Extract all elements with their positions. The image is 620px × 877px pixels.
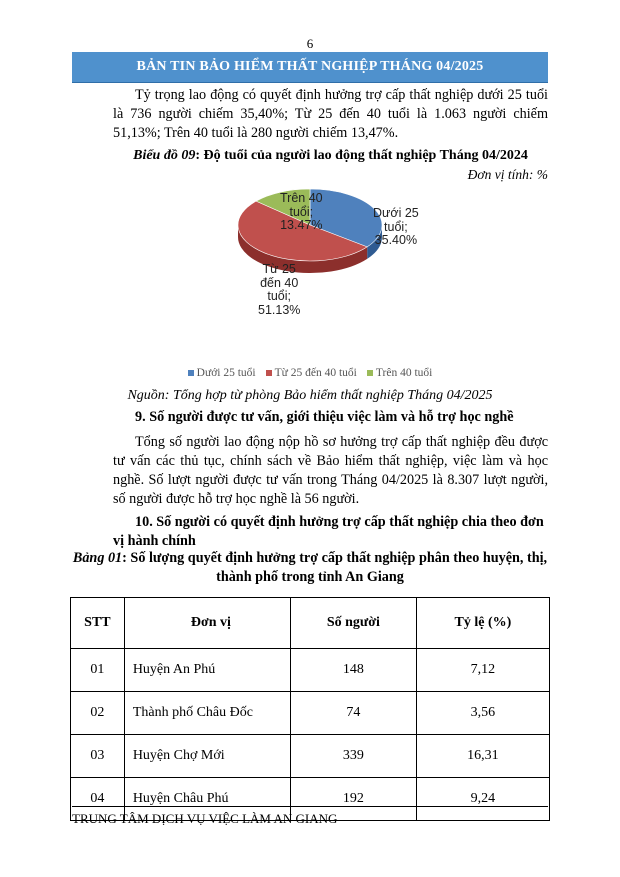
chart-legend: [0, 367, 620, 379]
cell-count: 148: [291, 649, 417, 692]
cell-count: 74: [291, 692, 417, 735]
bulletin-banner: [72, 52, 548, 83]
cell-count: 339: [291, 735, 417, 778]
cell-rate: 16,31: [416, 735, 549, 778]
pie-data-label-line: tuổi;: [267, 289, 292, 303]
table-header-row: [71, 598, 550, 649]
section-10-heading: 10. Số người có quyết định hưởng trợ cấp thất nghiệp chia theo đơn vị hành chính: [113, 514, 544, 549]
pie-data-label: [373, 207, 419, 248]
pie-data-label-line: đến 40: [260, 275, 299, 290]
source-note: Nguồn: Tổng hợp từ phòng Bảo hiểm thất nghiệp Tháng 04/2025: [127, 388, 493, 403]
section-9-paragraph: [113, 433, 548, 509]
legend-label: Từ 25 đến 40 tuổi: [274, 367, 357, 379]
chart-caption-text: : Độ tuổi của người lao động thất nghiệp Tháng 04/2024: [195, 148, 528, 163]
pie-data-label-line: 35.40%: [374, 233, 418, 247]
header-count: Số người: [291, 598, 417, 649]
cell-stt: 04: [71, 778, 125, 821]
pie-data-label-line: Trên 40: [280, 191, 323, 205]
table-row: [71, 735, 550, 778]
legend-item: [367, 367, 432, 379]
pie-data-label-line: 13.47%: [280, 218, 323, 232]
pie-data-label-line: 51.13%: [258, 302, 301, 317]
cell-rate: 9,24: [416, 778, 549, 821]
table-row: [71, 649, 550, 692]
cell-rate: 3,56: [416, 692, 549, 735]
page-number: 6: [306, 36, 314, 51]
header-stt: STT: [71, 598, 125, 649]
header-rate: Tỷ lệ (%): [416, 598, 549, 649]
unit-label: Đơn vị tính: %: [467, 167, 548, 182]
chart-caption: [113, 148, 548, 164]
table-caption-label: Bảng 01: [72, 550, 123, 566]
footer-divider: [72, 806, 548, 807]
pie-data-label-line: tuổi;: [384, 219, 408, 234]
banner-title: BẢN TIN BẢO HIỂM THẤT NGHIỆP THÁNG 04/2025: [136, 59, 484, 74]
table-row: [71, 692, 550, 735]
district-table: [70, 597, 550, 821]
legend-swatch: [188, 370, 194, 376]
cell-stt: 03: [71, 735, 125, 778]
header-unit: Đơn vị: [124, 598, 290, 649]
table-caption: [72, 549, 548, 587]
section-9-heading: 9. Số người được tư vấn, giới thiệu việc làm và hỗ trợ học nghề: [135, 409, 514, 425]
legend-item: [188, 367, 256, 379]
pie-data-label-line: tuổi;: [289, 204, 314, 219]
pie-data-label-line: Từ 25: [262, 262, 296, 276]
intro-paragraph: [113, 86, 548, 143]
legend-label: Trên 40 tuổi: [375, 367, 433, 379]
cell-stt: 02: [71, 692, 125, 735]
cell-rate: 7,12: [416, 649, 549, 692]
section-9-text: Tổng số người lao động nộp hồ sơ hưởng trợ cấp thất nghiệp đều được tư vấn các thủ tục, chính sách về Bảo hiểm thất nghiệp, việc làm và học nghề. Số lượt người được tư vấn trong Tháng 04/2025 là 8.307 lượt người, số người được hỗ trợ học nghề là 56 người.: [113, 434, 548, 507]
cell-count: 192: [291, 778, 417, 821]
cell-unit: Thành phố Châu Đốc: [124, 692, 290, 735]
pie-data-label: [280, 192, 323, 233]
cell-unit: Huyện An Phú: [124, 649, 290, 692]
legend-label: Dưới 25 tuổi: [196, 367, 256, 379]
intro-text: Tỷ trọng lao động có quyết định hưởng trợ cấp thất nghiệp dưới 25 tuổi là 736 người chiếm 35,40%; Từ 25 đến 40 tuổi là 1.063 người chiếm 51,13%; Trên 40 tuổi là 280 người chiếm 13,47%.: [113, 87, 548, 141]
pie-data-label: [258, 263, 300, 317]
table-caption-text: : Số lượng quyết định hưởng trợ cấp thất nghiệp phân theo huyện, thị, thành phố trong tỉnh An Giang: [122, 550, 548, 585]
legend-swatch: [367, 370, 373, 376]
legend-item: [266, 367, 357, 379]
cell-unit: Huyện Châu Phú: [124, 778, 290, 821]
cell-unit: Huyện Chợ Mới: [124, 735, 290, 778]
legend-swatch: [266, 370, 272, 376]
footer-text: TRUNG TÂM DỊCH VỤ VIỆC LÀM AN GIANG: [72, 811, 338, 826]
pie-data-label-line: Dưới 25: [373, 206, 419, 220]
cell-stt: 01: [71, 649, 125, 692]
chart-caption-label: Biểu đồ 09: [133, 148, 196, 163]
